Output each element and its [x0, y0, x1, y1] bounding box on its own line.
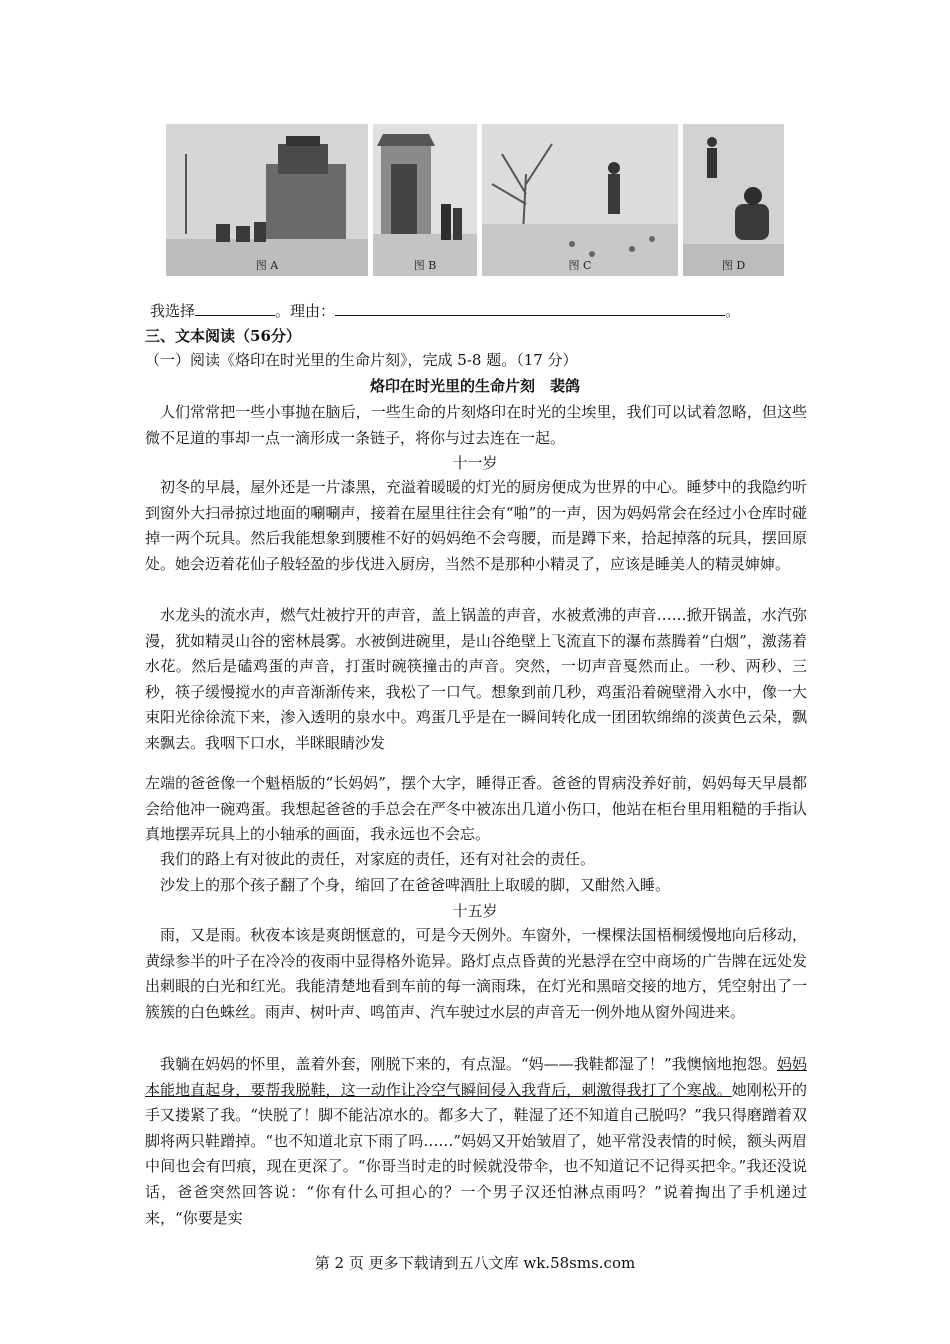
paragraph-7-rest: 她刚松开的手又搂紧了我。“快脱了！脚不能沾凉水的。都多大了，鞋湿了还不知道自己脱吗？”我只得磨蹭着双脚将两只鞋蹭掉。“也不知道北京下雨了吗……”妈妈又开始皱眉了，她平常没表情的时候，额头两眉中间也会有凹痕，现在更深了。“你哥当时走的时候就没带伞，也不知道记不记得买把伞。”我还没说话，爸爸突然回答说：“你有什么可担心的？一个男子汉还怕淋点雨吗？”说着掏出了手机递过来，“你要是实	[145, 1080, 807, 1227]
figure-b	[373, 124, 477, 276]
choice-blank[interactable]	[195, 300, 275, 316]
underlined-sentence: 妈妈本能地直起身，要帮我脱鞋，这一动作让冷空气瞬间侵入我背后，刺激得我打了个寒战。	[145, 1055, 807, 1099]
figure-d-illustration	[683, 124, 784, 276]
page-footer: 第 2 页 更多下载请到五八文库 wk.58sms.com	[314, 1254, 636, 1272]
sub-heading: （一）阅读《烙印在时光里的生命片刻》，完成 5-8 题。（17 分）	[145, 351, 578, 369]
section-heading: 三、文本阅读（56分）	[145, 327, 301, 345]
figure-a-illustration	[166, 124, 368, 276]
figure-d-caption: 图 D	[721, 259, 746, 272]
choice-middle: 。理由：	[275, 302, 336, 320]
figure-c-caption: 图 C	[568, 259, 592, 272]
figure-c	[482, 124, 678, 276]
paragraph-2: 水龙头的流水声，燃气灶被拧开的声音，盖上锅盖的声音，水被煮沸的声音……掀开锅盖，水汽弥漫，犹如精灵山谷的密林晨雾。水被倒进碗里，是山谷绝壁上飞流直下的瀑布蒸腾着“白烟”，激荡着水花。然后是磕鸡蛋的声音，打蛋时碗筷撞击的声音。突然，一切声音戛然而止。一秒、两秒、三秒，筷子缓慢搅水的声音渐渐传来，我松了一口气。想象到前几秒，鸡蛋沿着碗壁滑入水中，像一大束阳光徐徐流下来，渗入透明的泉水中。鸡蛋几乎是在一瞬间转化成一团团软绵绵的淡黄色云朵，飘来飘去。我咽下口水，半眯眼睛沙发	[145, 606, 807, 752]
figure-b-illustration	[373, 124, 477, 276]
figure-d	[683, 124, 784, 276]
paragraph-6: 雨，又是雨。秋夜本该是爽朗惬意的，可是今天例外。车窗外，一棵棵法国梧桐缓慢地向后移动，黄绿参半的叶子在冷冷的夜雨中显得格外诡异。路灯点点昏黄的光悬浮在空中商场的广告牌在远处发出刺眼的白光和红光。我能清楚地看到车前的每一滴雨珠，在灯光和黑暗交接的地方，凭空射出了一簇簇的白色蛛丝。雨声、树叶声、鸣笛声、汽车驶过水层的声音无一例外地从窗外闯进来。	[145, 926, 807, 1021]
figure-b-caption: 图 B	[413, 259, 437, 272]
choice-line	[150, 300, 810, 321]
choice-suffix: 。	[725, 302, 741, 320]
paragraph-7-lead: 我躺在妈妈的怀里，盖着外套，刚脱下来的，有点湿。“妈——我鞋都湿了！”我懊恼地抱怨。	[160, 1055, 777, 1073]
figure-c-illustration	[482, 124, 678, 276]
paragraph-5: 沙发上的那个孩子翻了个身，缩回了在爸爸啤酒肚上取暖的脚，又酣然入睡。	[160, 876, 671, 894]
figure-a-caption: 图 A	[255, 259, 279, 272]
reason-blank[interactable]	[335, 300, 725, 316]
heading-age-11: 十一岁	[452, 454, 498, 472]
paragraph-7	[145, 1052, 807, 1231]
paragraph-4: 我们的路上有对彼此的责任，对家庭的责任，还有对社会的责任。	[160, 850, 596, 868]
intro-paragraph: 人们常常把一些小事抛在脑后，一些生命的片刻烙印在时光的尘埃里，我们可以试着忽略，但这些微不足道的事却一点一滴形成一条链子，将你与过去连在一起。	[145, 403, 807, 447]
paragraph-3: 左端的爸爸像一个魁梧版的“长妈妈”，摆个大字，睡得正香。爸爸的胃病没养好前，妈妈每天早晨都会给他冲一碗鸡蛋。我想起爸爸的手总会在严冬中被冻出几道小伤口，他站在柜台里用粗糙的手指认真地摆弄玩具上的小轴承的画面，我永远也不会忘。	[145, 774, 807, 844]
paragraph-1: 初冬的早晨，屋外还是一片漆黑，充溢着暖暖的灯光的厨房便成为世界的中心。睡梦中的我隐约听到窗外大扫帚掠过地面的唰唰声，接着在屋里往往会有“啪”的一声，因为妈妈常会在经过小仓库时碰掉一两个玩具。然后我能想象到腰椎不好的妈妈绝不会弯腰，而是蹲下来，拾起掉落的玩具，摆回原处。她会迈着花仙子般轻盈的步伐进入厨房，当然不是那种小精灵了，应该是睡美人的精灵婶婶。	[145, 478, 807, 573]
figure-a	[166, 124, 368, 276]
article-title: 烙印在时光里的生命片刻 裴鸽	[369, 377, 580, 395]
choice-prefix: 我选择	[150, 302, 196, 320]
heading-age-15: 十五岁	[452, 902, 498, 920]
figure-strip	[166, 124, 784, 279]
